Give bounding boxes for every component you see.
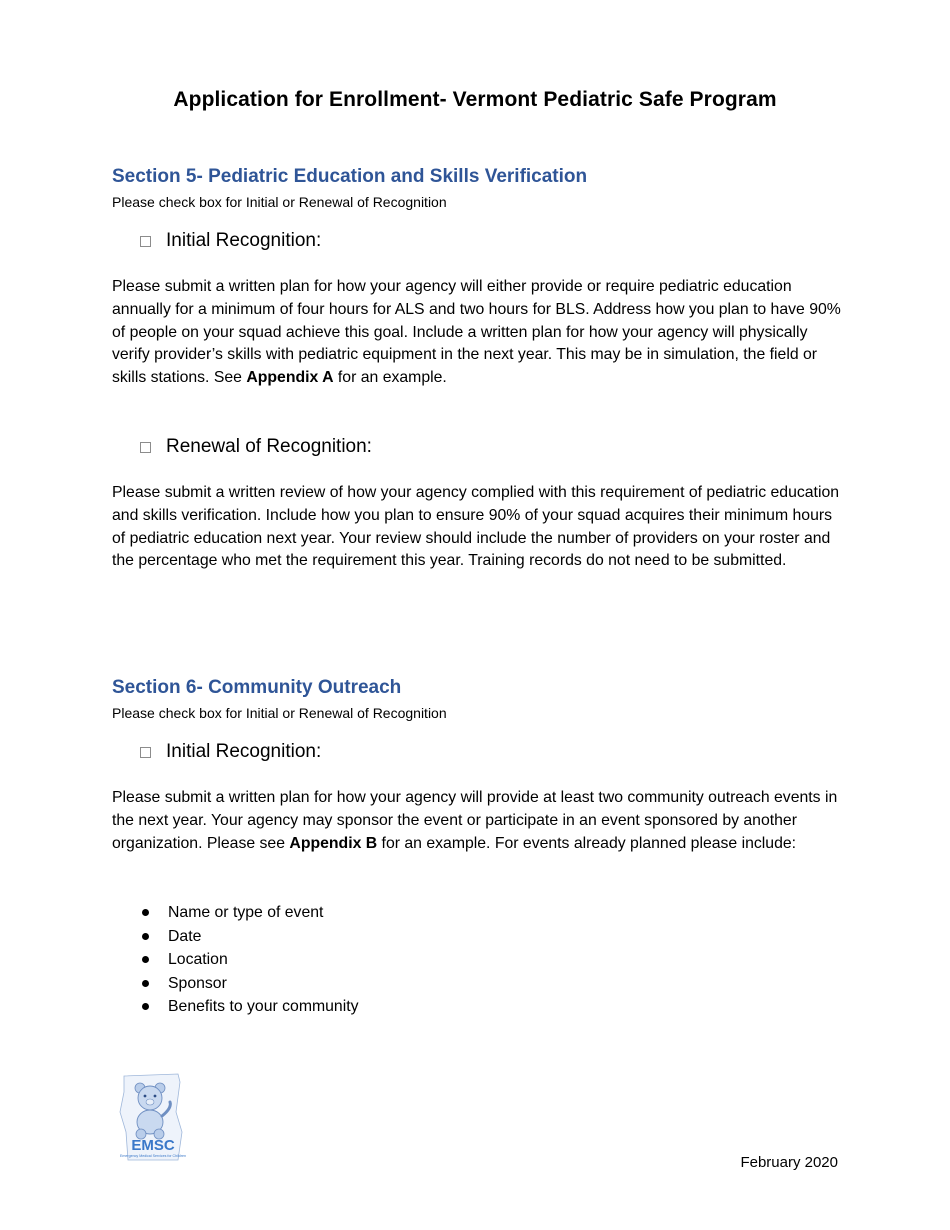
footer-date: February 2020 xyxy=(740,1154,838,1171)
section-5-initial-option[interactable] xyxy=(140,230,321,252)
list-item-text: Name or type of event xyxy=(168,904,324,921)
section-6-heading: Section 6- Community Outreach xyxy=(112,677,402,698)
logo-wordmark: EMSC xyxy=(131,1137,175,1154)
section-6-initial-checkbox[interactable] xyxy=(140,747,151,758)
section-5-initial-label: Initial Recognition: xyxy=(166,230,322,251)
list-item-text: Sponsor xyxy=(168,974,227,992)
document-title: Application for Enrollment- Vermont Pediatric Safe Program xyxy=(173,88,777,111)
section-5-initial-checkbox[interactable] xyxy=(140,236,151,247)
list-item xyxy=(140,901,359,925)
section-6-instruction: Please check box for Initial or Renewal of Recognition xyxy=(112,705,447,721)
paragraph-text-end: for an example. xyxy=(333,369,447,387)
section-5-instruction: Please check box for Initial or Renewal of Recognition xyxy=(112,194,447,210)
logo-caption: Emergency Medical Services for Children xyxy=(120,1154,186,1158)
emsc-logo xyxy=(118,1072,188,1162)
list-item-text: Date xyxy=(168,927,202,945)
paragraph-text-end: for an example. For events already planned please include: xyxy=(377,834,797,852)
bear-head-icon xyxy=(138,1086,162,1110)
paragraph-text: Please submit a written plan for how your agency will either provide or require pediatric education annually for a minimum of four hours for ALS and two hours for BLS. Address how you plan to have 90% of people on your squad achieve this goal. Include a written plan for how your agency will physically verify provider’s skills with pediatric equipment in the next year. This may be in simulation, the field or skills stations. See xyxy=(112,278,841,387)
event-details-list xyxy=(140,901,359,1019)
bullet-icon xyxy=(142,956,149,963)
section-5-renewal-paragraph: Please submit a written review of how your agency complied with this requirement of pediatric education and skills verification. Include how you plan to ensure 90% of your squad acquires their minimum hours of pediatric education next year. Your review should include the number of providers on your roster and the percentage who met the requirement this year. Training records do not need to be submitted. xyxy=(112,484,840,570)
list-item xyxy=(140,948,359,972)
section-5-heading: Section 5- Pediatric Education and Skills Verification xyxy=(112,166,588,187)
list-item xyxy=(140,925,359,949)
list-item xyxy=(140,972,359,996)
appendix-a-reference: Appendix A xyxy=(246,369,334,387)
section-5-renewal-option[interactable] xyxy=(140,436,372,458)
bullet-icon xyxy=(142,933,149,940)
section-5-renewal-label: Renewal of Recognition: xyxy=(166,436,372,457)
section-5-initial-paragraph xyxy=(112,276,847,390)
section-5-renewal-checkbox[interactable] xyxy=(140,442,151,453)
paragraph-text: Please submit a written plan for how your agency will provide at least two community outreach events in the next year. Your agency may sponsor the event or participate in an event sponsored by another organization. Please see xyxy=(112,789,838,852)
section-6-initial-paragraph xyxy=(112,787,847,855)
bullet-icon xyxy=(142,1003,149,1010)
list-item-text: Location xyxy=(168,951,228,968)
list-item xyxy=(140,995,359,1019)
bullet-icon xyxy=(142,909,149,916)
bullet-icon xyxy=(142,980,149,987)
section-6-initial-option[interactable] xyxy=(140,741,321,763)
appendix-b-reference: Appendix B xyxy=(289,834,378,852)
list-item-text: Benefits to your community xyxy=(168,998,359,1015)
section-6-initial-label: Initial Recognition: xyxy=(166,741,322,762)
